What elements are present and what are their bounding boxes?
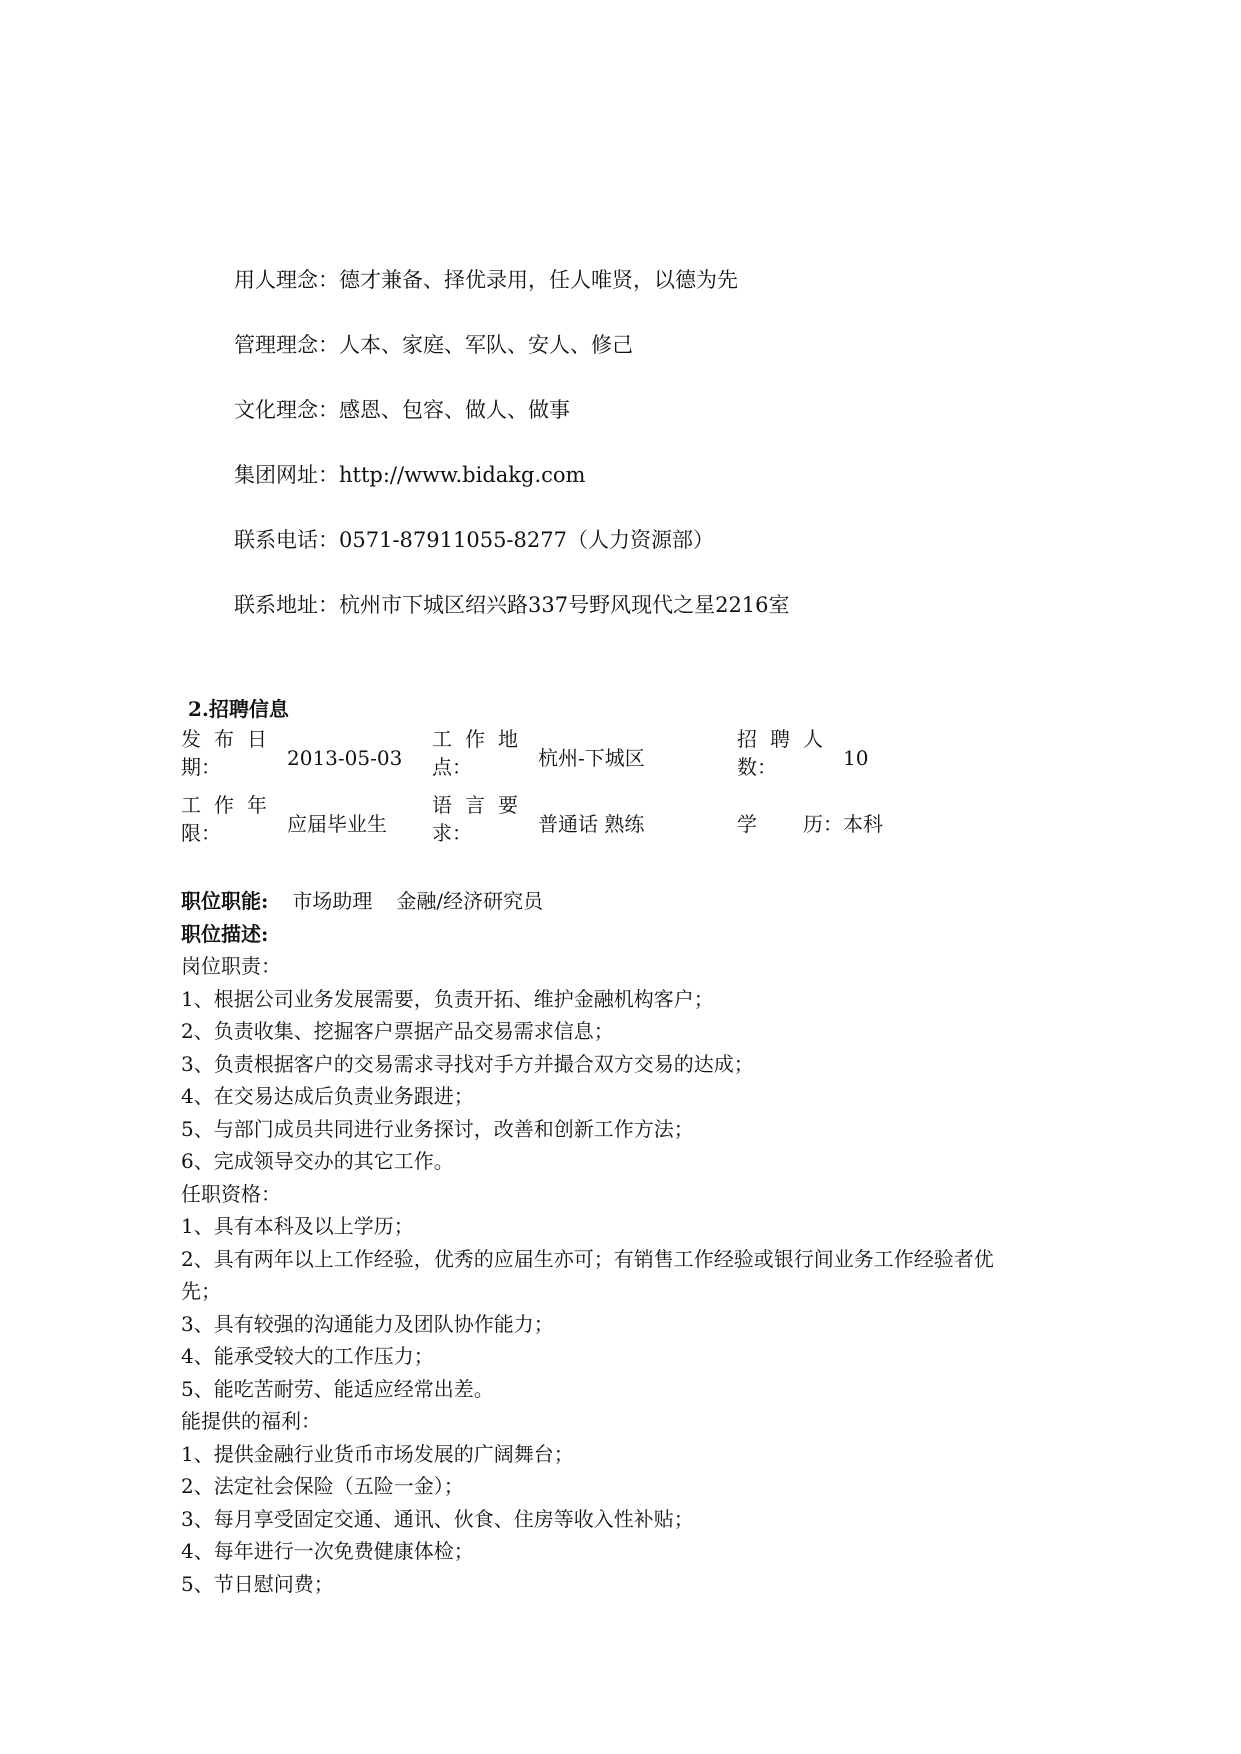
list-item: 1、提供金融行业货币市场发展的广阔舞台； bbox=[181, 1441, 574, 1466]
job-description-label: 职位描述: bbox=[181, 921, 269, 946]
recruitment-info-table bbox=[181, 725, 901, 857]
publish-date-value: 2013-05-03 bbox=[287, 746, 403, 770]
work-location-value: 杭州-下城区 bbox=[538, 746, 645, 770]
language-requirement-label: 语 言 要 求： bbox=[432, 793, 518, 845]
list-item: 6、完成领导交办的其它工作。 bbox=[181, 1149, 454, 1173]
responsibilities-heading: 岗位职责： bbox=[181, 954, 281, 978]
job-function-value-2: 金融/经济研究员 bbox=[396, 889, 544, 913]
benefits-heading: 能提供的福利： bbox=[181, 1409, 321, 1433]
list-item: 2、负责收集、挖掘客户票据产品交易需求信息； bbox=[181, 1019, 614, 1043]
list-item: 1、根据公司业务发展需要，负责开拓、维护金融机构客户； bbox=[181, 986, 714, 1011]
contact-phone: 联系电话：0571-87911055-8277（人力资源部） bbox=[234, 528, 714, 552]
job-function-value: 市场助理 bbox=[292, 889, 373, 913]
list-item: 5、与部门成员共同进行业务探讨，改善和创新工作方法； bbox=[181, 1116, 694, 1141]
list-item: 先； bbox=[181, 1279, 221, 1303]
list-item: 2、具有两年以上工作经验，优秀的应届生亦可；有销售工作经验或银行间业务工作经验者优 bbox=[181, 1246, 994, 1271]
list-item: 3、具有较强的沟通能力及团队协作能力； bbox=[181, 1311, 554, 1336]
list-item: 1、具有本科及以上学历； bbox=[181, 1214, 414, 1238]
list-item: 3、负责根据客户的交易需求寻找对手方并撮合双方交易的达成； bbox=[181, 1051, 754, 1076]
list-item: 5、节日慰问费； bbox=[181, 1571, 334, 1596]
management-philosophy: 管理理念：人本、家庭、军队、安人、修己 bbox=[234, 333, 633, 357]
job-function-line bbox=[181, 885, 1081, 918]
work-experience-label: 工 作 年 限： bbox=[181, 793, 267, 845]
work-experience-value: 应届毕业生 bbox=[287, 812, 387, 836]
company-info-block bbox=[234, 265, 1134, 655]
work-location-label: 工 作 地 点： bbox=[432, 727, 518, 779]
job-description-block bbox=[181, 885, 1081, 1600]
recruitment-section-title: 2.招聘信息 bbox=[188, 697, 289, 721]
headcount-value: 10 bbox=[843, 746, 869, 770]
contact-address: 联系地址：杭州市下城区绍兴路337号野风现代之星2216室 bbox=[234, 593, 790, 617]
education-value: 历：本科 bbox=[803, 812, 883, 836]
list-item: 5、能吃苦耐劳、能适应经常出差。 bbox=[181, 1376, 494, 1401]
list-item: 2、法定社会保险（五险一金）； bbox=[181, 1474, 464, 1498]
group-website: 集团网址：http://www.bidakg.com bbox=[234, 463, 586, 487]
education-label: 学 bbox=[737, 812, 757, 836]
table-row bbox=[181, 725, 901, 791]
language-requirement-value: 普通话 熟练 bbox=[538, 812, 645, 836]
hiring-philosophy: 用人理念：德才兼备、择优录用，任人唯贤，以德为先 bbox=[234, 268, 738, 292]
list-item: 3、每月享受固定交通、通讯、伙食、住房等收入性补贴； bbox=[181, 1506, 694, 1531]
headcount-label: 招 聘 人 数： bbox=[737, 727, 823, 779]
publish-date-label: 发 布 日 期： bbox=[181, 727, 267, 779]
list-item: 4、每年进行一次免费健康体检； bbox=[181, 1539, 474, 1563]
culture-philosophy: 文化理念：感恩、包容、做人、做事 bbox=[234, 398, 570, 422]
job-function-label: 职位职能: bbox=[181, 889, 269, 913]
list-item: 4、能承受较大的工作压力； bbox=[181, 1344, 434, 1368]
qualifications-heading: 任职资格： bbox=[181, 1181, 281, 1206]
table-row bbox=[181, 791, 901, 857]
list-item: 4、在交易达成后负责业务跟进； bbox=[181, 1084, 474, 1108]
